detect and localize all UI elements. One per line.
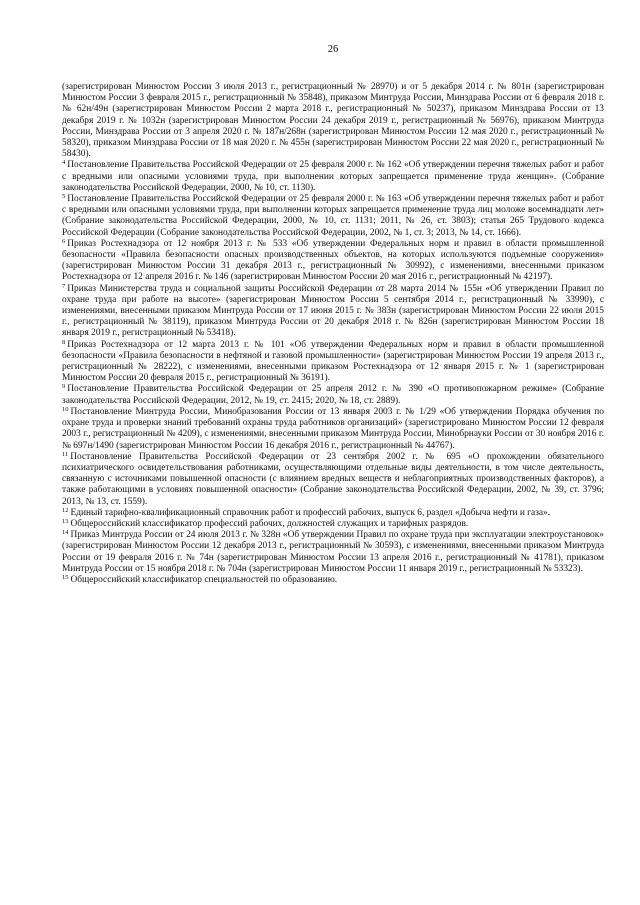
footnote-text: Приказ Ростехнадзора от 12 марта 2013 г. № 101 «Об утверждении Федеральных норм и правил в области промышленной безопасности «Правила безопасности в нефтяной и газовой промышленности» (зарегистрирован Минюстом России 19 апреля 2013 г., регистрационный № 28222), с изменениями, внесенными приказом Ростехнадзора от 12 января 2015 г. № 1 (зарегистрирован Минюстом России 20 февраля 2015 г., регистрационный № 36191). [62,339,604,384]
footnote-4 [62,160,604,194]
footnote-text: Постановление Правительства Российской Федерации от 25 февраля 2000 г. № 163 «Об утверждении перечня тяжелых работ и работ с вредными или опасными условиями труда, при выполнении которых запрещается применение труда лиц моложе восемнадцати лет» (Собрание законодательства Российской Федерации, 2000, № 10, ст. 1131; 2011, № 26, ст. 3803); статья 265 Трудового кодекса Российской Федерации (Собрание законодательства Российской Федерации, 2002, № 1, ст. 3; 2013, № 14, ст. 1666). [62,194,604,238]
footnote-9 [62,384,604,406]
footnote-text: Постановление Правительства Российской Федерации от 23 сентября 2002 г. № 695 «О прохождении обязательного психиатрического освидетельствования работниками, осуществляющими отдельные виды деятельности, в том числе деятельность, связанную с источниками повышенной опасности (с влиянием вредных веществ и неблагоприятных производственных факторов), а также работающими в условиях повышенной опасности» (Собрание законодательства Российской Федерации, 2002, № 39, ст. 3796; 2013, № 13, ст. 1559). [62,451,604,507]
footnote-marker: 15 [62,573,69,581]
footnote-marker: 13 [62,517,69,525]
footnote-7 [62,284,604,340]
footnote-marker: 14 [62,529,69,537]
footnote-6 [62,239,604,284]
footnote-15 [62,575,604,586]
footnote-text: Приказ Ростехнадзора от 12 ноября 2013 г. № 533 «Об утверждении Федеральных норм и правил в области промышленной безопасности «Правила безопасности опасных производственных объектов, на которых используются подъемные сооружения» (зарегистрирован Минюстом России 31 декабря 2013 г., регистрационный № 30992), с изменениями, внесенными приказом Ростехнадзора от 12 апреля 2016 г. № 146 (зарегистрирован Минюстом России 20 мая 2016 г., регистрационный № 42197). [62,238,604,283]
footnote-text: (зарегистрирован Минюстом России 3 июля 2013 г., регистрационный № 28970) и от 5 декабря 2014 г. № 801н (зарегистрирован Минюстом России 3 февраля 2015 г., регистрационный № 35848), приказом Минтруда России, Минздрава России от 6 февраля 2018 г. № 62н/49н (зарегистрирован Минюстом России 2 марта 2018 г., регистрационный № 50237), приказом Минздрава России от 13 декабря 2019 г. № 1032н (зарегистрирован Минюстом России 24 декабря 2019 г., регистрационный № 56976), приказом Минтруда России, Минздрава России от 3 апреля 2020 г. № 187н/268н (зарегистрирован Минюстом России 12 мая 2020 г., регистрационный № 58320), приказом Минздрава России от 18 мая 2020 г. № 455н (зарегистрирован Минюстом России 22 мая 2020 г., регистрационный № 58430). [62,82,604,160]
footnote-text: Постановление Минтруда России, Минобразования России от 13 января 2003 г. № 1/29 «Об утверждении Порядка обучения по охране труда и проверки знаний требований охраны труда работников организаций» (зарегистрировано Минюстом России 12 февраля 2003 г., регистрационный № 4209), с изменениями, внесенными приказом Минтруда России, Минобрнауки России от 30 ноября 2016 г. № 697н/1490 (зарегистрирован Минюстом России 16 декабря 2016 г., регистрационный № 44767). [62,406,604,451]
footnote-marker: 6 [62,237,66,245]
footnote-text: Постановление Правительства Российской Федерации от 25 февраля 2000 г. № 162 «Об утверждении перечня тяжелых работ и работ с вредными или опасными условиями труда, при выполнении которых запрещается применение труда женщин». (Собрание законодательства Российской Федерации, 2000, № 10, ст. 1130). [62,160,604,193]
footnote-marker: 9 [62,383,66,391]
footnote-10 [62,407,604,452]
footnote-5 [62,194,604,239]
footnotes-list [62,82,604,586]
footnote-text: Единый тарифно-квалификационный справочник работ и профессий рабочих, выпуск 6, раздел «Добыча нефти и газа». [70,507,551,518]
footnote-11 [62,452,604,508]
footnote-marker: 5 [62,193,66,201]
footnote-text: Приказ Минтруда России от 24 июля 2013 г. № 328н «Об утверждении Правил по охране труда при эксплуатации электроустановок» (зарегистрирован Минюстом России 12 декабря 2013 г., регистрационный № 30593), с изменениями, внесенными приказом Минтруда России от 19 февраля 2016 г. № 74н (зарегистрирован Минюстом России 13 апреля 2016 г., регистрационный № 41781), приказом Минтруда России от 15 ноября 2018 г. № 704н (зарегистрирован Минюстом России 11 января 2019 г., регистрационный № 53323). [62,530,604,574]
footnote-14 [62,530,604,575]
footnote-12 [62,508,604,519]
footnote-marker: 8 [62,338,66,346]
page-number: 26 [327,44,339,55]
footnote-marker: 12 [62,506,69,514]
footnote-text: Общероссийский классификатор специальностей по образованию. [70,574,338,585]
footnote-marker: 4 [62,159,66,167]
footnote-marker: 7 [62,282,66,290]
footnote-text: Общероссийский классификатор профессий рабочих, должностей служащих и тарифных разрядов. [70,518,469,529]
footnote-continued [62,82,604,160]
footnote-8 [62,340,604,385]
footnote-text: Постановление Правительства Российской Федерации от 25 апреля 2012 г. № 390 «О противопожарном режиме» (Собрание законодательства Российской Федерации, 2012, № 19, ст. 2415; 2020, № 18, ст. 2889). [62,384,604,406]
footnote-text: Приказ Министерства труда и социальной защиты Российской Федерации от 28 марта 2014 № 155н «Об утверждении Правил по охране труда при работе на высоте» (зарегистрирован Минюстом России 5 сентября 2014 г., регистрационный № 33990), с изменениями, внесенными приказом Минтруда России от 17 июня 2015 г. № 383н (зарегистрирован Минюстом России 22 июля 2015 г., регистрационный № 38119), приказом Минтруда России от 20 декабря 2018 г. № 826н (зарегистрирован Минюстом России 18 января 2019 г., регистрационный № 53418). [62,283,604,339]
footnote-marker: 10 [62,405,69,413]
footnote-marker: 11 [62,450,69,458]
footnote-13 [62,519,604,530]
